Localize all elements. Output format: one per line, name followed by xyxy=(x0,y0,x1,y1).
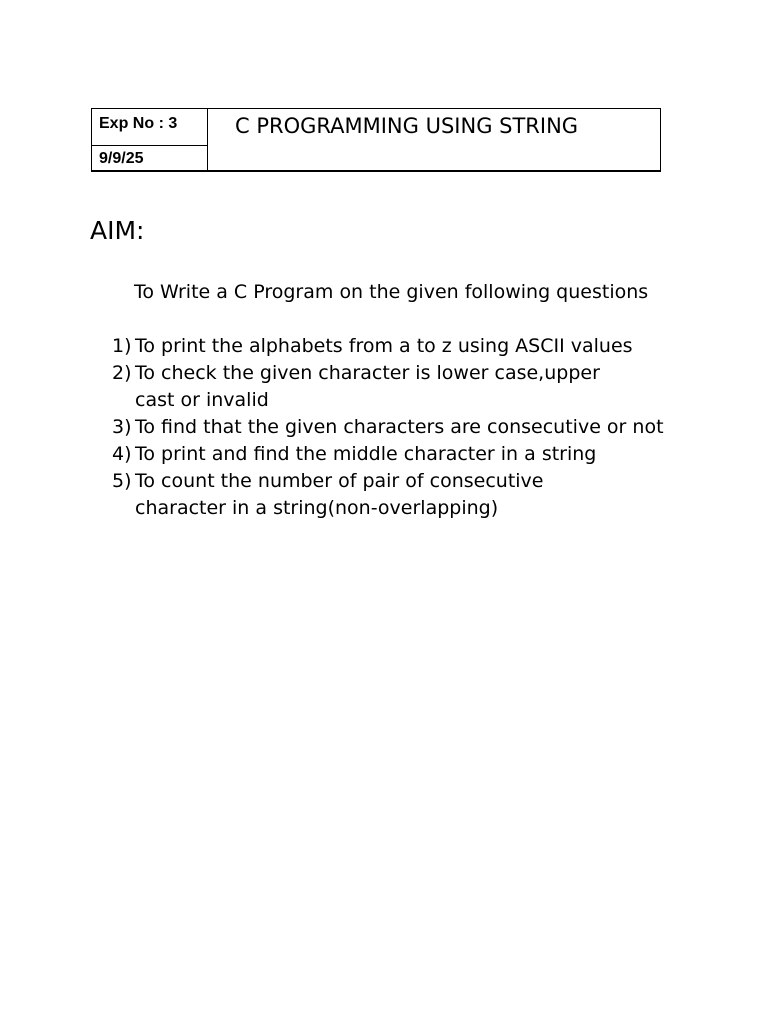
question-line: To print the alphabets from a to z using ASCII values xyxy=(135,335,633,357)
experiment-header-table xyxy=(91,108,661,172)
question-line: To check the given character is lower case,upper xyxy=(135,362,600,384)
question-item xyxy=(112,414,732,441)
question-text xyxy=(135,468,732,522)
aim-intro: To Write a C Program on the given following questions xyxy=(134,281,649,303)
experiment-title: C PROGRAMMING USING STRING xyxy=(235,114,579,138)
question-line: To count the number of pair of consecutive xyxy=(135,470,544,492)
question-line: cast or invalid xyxy=(135,389,269,411)
question-line: To print and find the middle character in a string xyxy=(135,443,597,465)
question-text xyxy=(135,414,732,441)
question-item xyxy=(112,468,732,522)
question-number: 5) xyxy=(112,470,132,492)
aim-heading: AIM: xyxy=(90,216,145,245)
question-item xyxy=(112,360,732,414)
question-text xyxy=(135,360,732,414)
experiment-number: Exp No : 3 xyxy=(92,109,207,146)
experiment-meta-column xyxy=(92,109,208,170)
question-text xyxy=(135,333,732,360)
experiment-date: 9/9/25 xyxy=(99,150,144,167)
question-item xyxy=(112,441,732,468)
question-number: 2) xyxy=(112,362,132,384)
question-number: 3) xyxy=(112,416,132,438)
question-item xyxy=(112,333,732,360)
question-text xyxy=(135,441,732,468)
question-line: character in a string(non-overlapping) xyxy=(135,497,499,519)
question-number: 4) xyxy=(112,443,132,465)
question-number: 1) xyxy=(112,335,132,357)
question-list xyxy=(112,333,732,522)
question-line: To find that the given characters are consecutive or not xyxy=(135,416,664,438)
